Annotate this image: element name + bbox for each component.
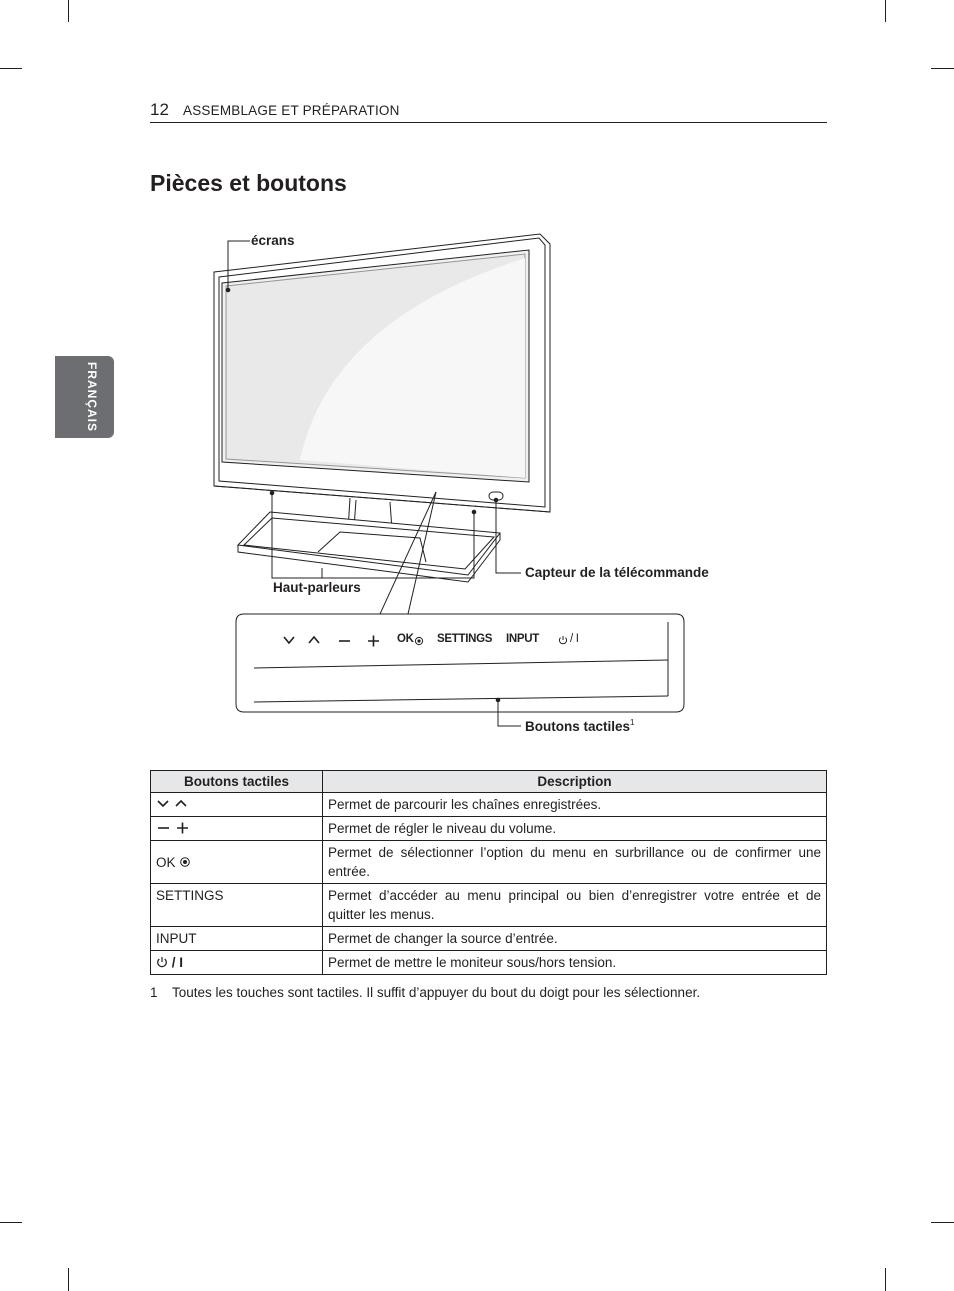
volume-minus-plus-icons (156, 822, 192, 834)
table-row (151, 841, 827, 884)
column-header: Description (323, 771, 827, 793)
crop-mark (931, 1222, 954, 1223)
table-row (151, 817, 827, 841)
crop-mark (68, 1268, 69, 1291)
ok-circle-icon (179, 856, 191, 868)
description-cell: Permet de mettre le moniteur sous/hors tension. (323, 951, 827, 975)
crop-mark (885, 1268, 886, 1291)
table-header-row (151, 771, 827, 793)
table-row (151, 793, 827, 817)
button-label: / I (171, 955, 184, 970)
table-row (151, 951, 827, 975)
crop-mark (0, 1222, 22, 1223)
description-cell: Permet de sélectionner l’option du menu en surbrillance ou de confirmer une entrée. (323, 841, 827, 884)
page-number: 12 (150, 100, 169, 119)
column-header: Boutons tactiles (151, 771, 323, 793)
control-input-label: INPUT (506, 633, 540, 645)
section-title: ASSEMBLAGE ET PRÉPARATION (183, 103, 400, 118)
button-cell (151, 793, 323, 817)
control-settings-label: SETTINGS (437, 633, 493, 645)
callout-screen: écrans (251, 233, 295, 248)
footnote-ref: 1 (630, 718, 635, 727)
language-label: FRANÇAIS (85, 362, 99, 432)
description-cell: Permet d’accéder au menu principal ou bien d’enregistrer votre entrée et de quitter les menus. (323, 884, 827, 927)
footnote-number: 1 (150, 985, 158, 1000)
button-cell (151, 951, 323, 975)
description-cell: Permet de régler le niveau du volume. (323, 817, 827, 841)
table-row (151, 884, 827, 927)
channel-down-up-icons (156, 798, 192, 810)
table-row (151, 927, 827, 951)
button-cell: SETTINGS (151, 884, 323, 927)
callout-remote-sensor: Capteur de la télécommande (525, 565, 709, 580)
control-power-label: / I (570, 633, 579, 645)
control-ok-label: OK (397, 633, 414, 645)
button-cell (151, 841, 323, 884)
callout-speakers: Haut-parleurs (273, 580, 361, 595)
button-label: OK (156, 854, 176, 870)
description-cell: Permet de parcourir les chaînes enregistrées. (323, 793, 827, 817)
power-icon (156, 956, 168, 968)
touch-buttons-table (150, 770, 827, 975)
button-cell: INPUT (151, 927, 323, 951)
description-cell: Permet de changer la source d’entrée. (323, 927, 827, 951)
button-cell (151, 817, 323, 841)
footnote (150, 985, 700, 1000)
callout-touch-buttons: Boutons tactiles$^1$ (525, 718, 635, 734)
page-title: Pièces et boutons (150, 170, 347, 196)
footnote-text: Toutes les touches sont tactiles. Il suffit d’appuyer du bout du doigt pour les sélectionner. (172, 985, 701, 1000)
